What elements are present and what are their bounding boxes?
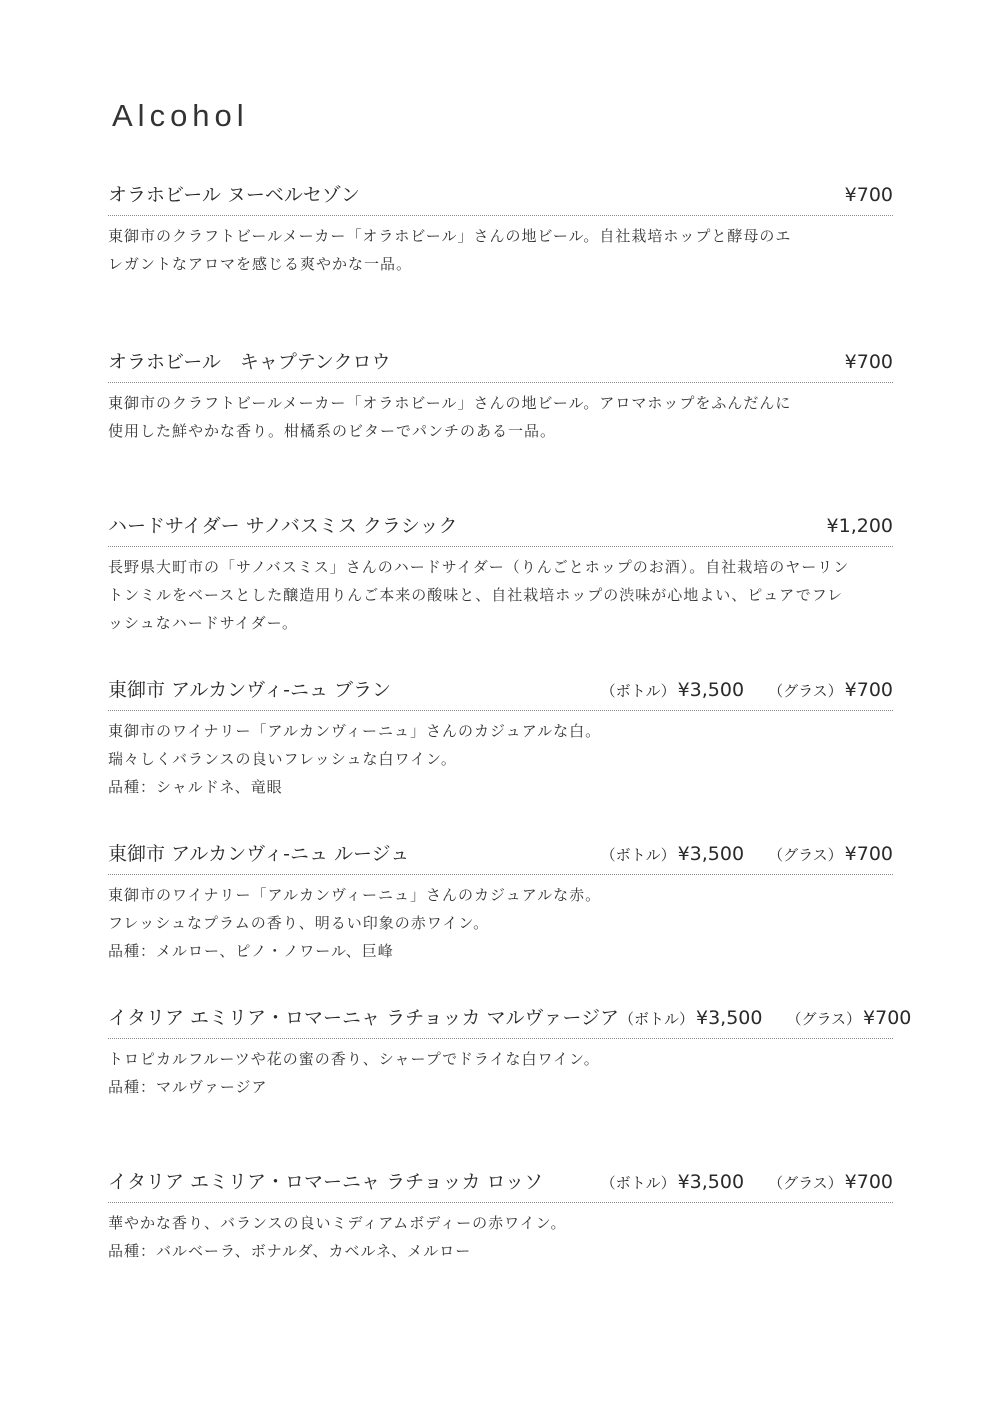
description-line: 品種：メルロー、ピノ・ノワール、巨峰 [108,942,394,960]
description-line: トンミルをベースとした醸造用りんご本来の酸味と、自社栽培ホップの渋味が心地よい、ピュアでフレ [108,586,844,604]
bottle-price: ¥3,500 [677,843,745,865]
description-line: 華やかな香り、バランスの良いミディアムボディーの赤ワイン。 [108,1214,567,1232]
price-group [619,1007,911,1029]
bottle-price: ¥3,500 [677,1171,745,1193]
description-line: トロピカルフルーツや花の蜜の香り、シャープでドライな白ワイン。 [108,1050,600,1068]
description-line: 使用した鮮やかな香り。柑橘系のビターでパンチのある一品。 [108,422,557,440]
item-name: イタリア エミリア・ロマーニャ ラチョッカ マルヴァージア [108,1007,619,1029]
description-line: 長野県大町市の「サノバスミス」さんのハードサイダー（りんごとホップのお酒）。自社栽培のヤーリン [108,558,850,576]
glass-price: ¥700 [844,679,893,701]
item-description [108,553,893,637]
bottle-label: （ボトル） [600,846,676,864]
description-line: 品種：バルベーラ、ボナルダ、カベルネ、メルロー [108,1242,472,1260]
bottle-label: （ボトル） [618,1010,694,1028]
menu-item-header [108,1003,912,1039]
description-line: 品種：シャルドネ、竜眼 [108,778,283,796]
description-line: 瑞々しくバランスの良いフレッシュな白ワイン。 [108,750,457,768]
menu-item [108,347,893,445]
item-description [108,1209,893,1265]
item-price: ¥1,200 [826,515,893,537]
price-group [601,1171,893,1193]
bottle-price: ¥3,500 [696,1007,763,1029]
glass-label: （グラス） [768,1174,843,1192]
menu-item-header [108,675,893,711]
glass-label: （グラス） [786,1010,862,1028]
description-line: レガントなアロマを感じる爽やかな一品。 [108,255,413,273]
price-group [601,843,893,865]
description-line: 東御市のワイナリー「アルカンヴィーニュ」さんのカジュアルな白。 [108,722,602,740]
menu-item [108,1003,912,1101]
menu-item [108,675,893,801]
description-line: ッシュなハードサイダー。 [108,614,299,632]
item-name: ハードサイダー サノバスミス クラシック [108,515,458,537]
menu-item-header [108,180,893,216]
item-name: 東御市 アルカンヴィ-ニュ ブラン [108,679,392,701]
bottle-price: ¥3,500 [677,679,745,701]
menu-item-header [108,1167,893,1203]
bottle-label: （ボトル） [600,1174,676,1192]
glass-label: （グラス） [768,846,843,864]
item-name: イタリア エミリア・ロマーニャ ラチョッカ ロッソ [108,1171,544,1193]
item-price: ¥700 [844,184,893,206]
glass-label: （グラス） [768,682,843,700]
description-line: フレッシュなプラムの香り、明るい印象の赤ワイン。 [108,914,490,932]
item-price: ¥700 [844,351,893,373]
menu-item-header [108,839,893,875]
menu-item [108,839,893,965]
page-title: Alcohol [112,98,249,133]
description-line: 東御市のクラフトビールメーカー「オラホビール」さんの地ビール。アロマホップをふんだんに [108,394,792,412]
item-description [108,1045,893,1101]
glass-price: ¥700 [844,843,893,865]
item-description [108,717,893,801]
description-line: 品種：マルヴァージア [108,1078,268,1096]
item-description [108,881,893,965]
menu-item [108,1167,893,1265]
menu-item [108,180,893,278]
menu-item-header [108,511,893,547]
item-name: オラホビール ヌーベルセゾン [108,184,360,206]
glass-price: ¥700 [863,1007,912,1029]
menu-item-header [108,347,893,383]
menu-item [108,511,893,637]
price-group [601,679,893,701]
item-description [108,222,893,278]
description-line: 東御市のクラフトビールメーカー「オラホビール」さんの地ビール。自社栽培ホップと酵母のエ [108,227,792,245]
item-name: オラホビール キャプテンクロウ [108,351,391,373]
item-description [108,389,893,445]
item-name: 東御市 アルカンヴィ-ニュ ルージュ [108,843,410,865]
glass-price: ¥700 [844,1171,893,1193]
description-line: 東御市のワイナリー「アルカンヴィーニュ」さんのカジュアルな赤。 [108,886,602,904]
bottle-label: （ボトル） [600,682,676,700]
